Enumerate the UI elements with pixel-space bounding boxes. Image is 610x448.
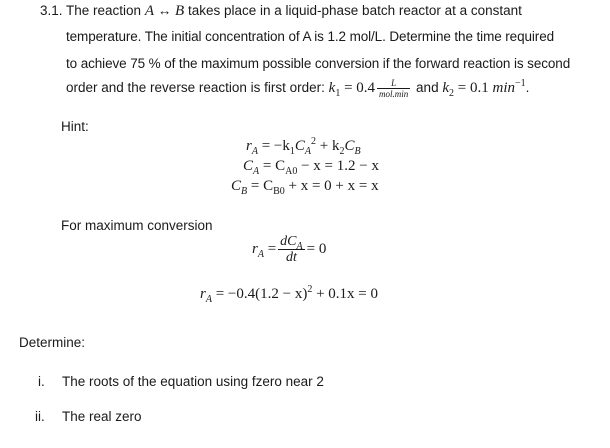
line-text: The reaction (66, 3, 142, 18)
species-a: A (144, 3, 154, 19)
problem-line-3: to achieve 75 % of the maximum possible conversion if the forward reaction is second (66, 56, 571, 71)
problem-line-1 (66, 2, 522, 20)
k1-expression: $k_1 = 0.4$ (328, 80, 376, 100)
line-text: order and the reverse reaction is first order: (66, 80, 325, 96)
line-text: and (416, 80, 439, 96)
k1-unit-fraction: $\frac{L}{\text{mol.min}}$ (379, 78, 409, 99)
max-conversion-derivative: $r_A$ = $\frac{dC_A}{dt}$ = 0 (252, 234, 327, 265)
problem-number: 3.1. (40, 3, 63, 18)
line-text: takes place in a liquid-phase batch reactor at a constant (187, 3, 522, 18)
max-conversion-label: For maximum conversion (61, 218, 213, 233)
problem-line-2: temperature. The initial concentration of A is 1.2 mol/L. Determine the time required (66, 29, 555, 44)
list-item: The real zero (62, 409, 142, 424)
reversible-arrow-icon: ↔ (157, 3, 172, 18)
species-b: B (175, 3, 185, 19)
list-item-marker: i. (38, 374, 45, 389)
hint-label: Hint: (61, 119, 89, 134)
hint-equation-rate: $r_A = -k_1C_A^2 + k_2C_B$ (246, 136, 361, 157)
max-conversion-rate-equation: $r_A = -0.4(1.2 - x)^2 + 0.1x = 0$ (200, 284, 378, 305)
problem-line-4: order and the reverse reaction is first order: $k_1 = 0.4$ $\frac{L}{\text{mol.min}}$ and $k_2 = 0.1$ $\min^{-1}$. (66, 78, 530, 100)
determine-label: Determine: (19, 335, 86, 350)
derivative-fraction: $\frac{dC_A}{dt}$ (280, 234, 303, 265)
hint-equation-cb: $C_B = C_{B0} + x = 0 + x = x$ (231, 178, 379, 197)
list-item-marker: ii. (35, 409, 45, 424)
hint-equation-ca: $C_A = C_{A0} - x = 1.2 - x$ (243, 158, 379, 177)
k2-expression: $k_2 = 0.1$ $\min^{-1}$ (442, 78, 526, 100)
list-item: The roots of the equation using fzero near 2 (62, 374, 324, 389)
